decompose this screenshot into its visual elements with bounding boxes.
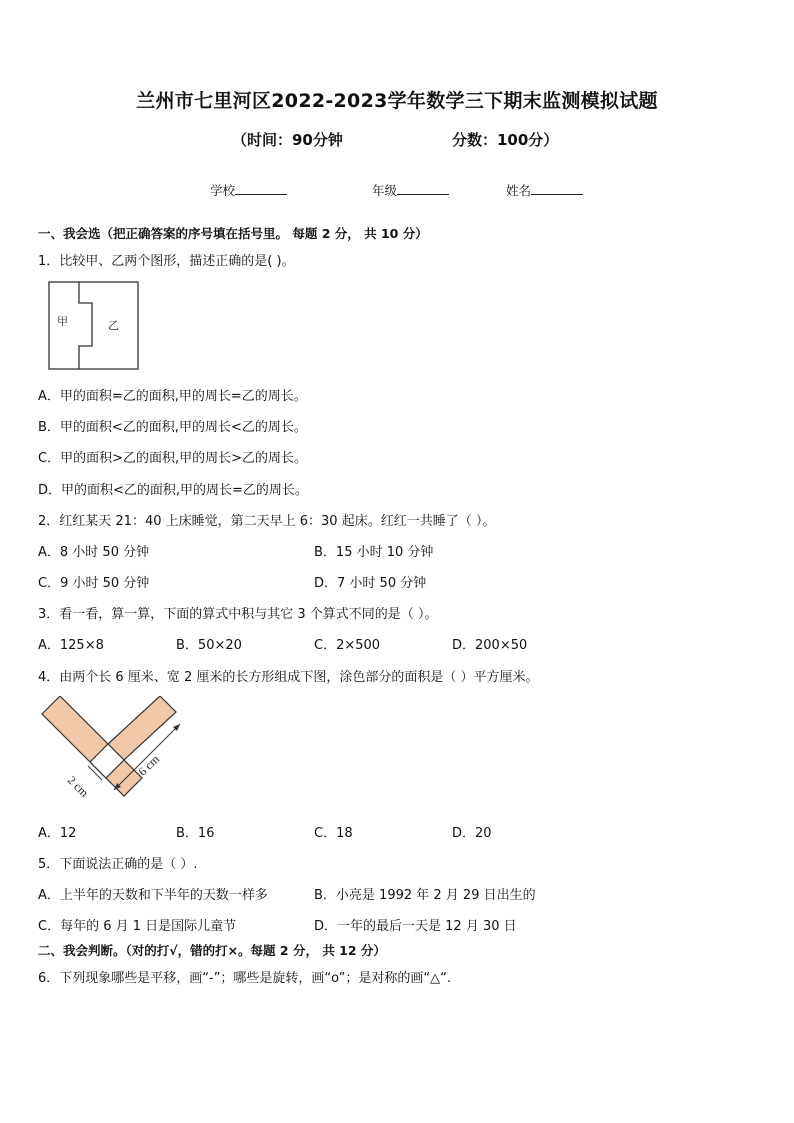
q1-option-b[interactable]: B．甲的面积<乙的面积,甲的周长<乙的周长。 (38, 420, 307, 435)
grade-label: 年级 (372, 183, 398, 198)
q5-stem: 5．下面说法正确的是（ ）. (38, 857, 198, 872)
grade-field (372, 181, 449, 199)
q3-option-c[interactable]: C．2×500 (314, 638, 381, 653)
q1-label-b: 乙 (108, 320, 119, 332)
q3-option-d[interactable]: D．200×50 (452, 638, 528, 653)
q1-figure (48, 281, 140, 371)
section2-heading: 二、我会判断。（对的打√，错的打×。每题 2 分， 共 12 分） (38, 943, 386, 958)
q4-option-b[interactable]: B．16 (176, 826, 215, 841)
section1-heading: 一、我会选（把正确答案的序号填在括号里。 每题 2 分， 共 10 分） (38, 226, 428, 241)
grade-blank (397, 182, 449, 195)
q2-option-d[interactable]: D．7 小时 50 分钟 (314, 576, 427, 591)
q4-option-a[interactable]: A．12 (38, 826, 77, 841)
q5-option-c[interactable]: C．每年的 6 月 1 日是国际儿童节 (38, 919, 237, 934)
q1-option-c[interactable]: C．甲的面积>乙的面积,甲的周长>乙的周长。 (38, 451, 307, 466)
q4-label-2cm: 2 cm (64, 773, 92, 800)
name-field (506, 181, 583, 199)
q2-stem: 2．红红某天 21：40 上床睡觉，第二天早上 6：30 起床。红红一共睡了（ ）。 (38, 514, 496, 529)
q1-stem: 1．比较甲、乙两个图形，描述正确的是( )。 (38, 254, 295, 269)
q1-option-d[interactable]: D．甲的面积<乙的面积,甲的周长=乙的周长。 (38, 483, 308, 498)
q5-option-d[interactable]: D．一年的最后一天是 12 月 30 日 (314, 919, 517, 934)
name-blank (531, 182, 583, 195)
q3-option-a[interactable]: A．125×8 (38, 638, 104, 653)
q1-option-a[interactable]: A．甲的面积=乙的面积,甲的周长=乙的周长。 (38, 389, 307, 404)
q4-stem: 4．由两个长 6 厘米、宽 2 厘米的长方形组成下图，涂色部分的面积是（ ）平方厘米。 (38, 670, 539, 685)
exam-time: （时间：90分钟 (232, 131, 343, 149)
exam-score: 分数：100分） (452, 131, 559, 149)
q1-divider-line (79, 282, 92, 369)
q1-label-a: 甲 (57, 316, 68, 328)
page-title: 兰州市七里河区2022-2023学年数学三下期末监测模拟试题 (136, 90, 658, 112)
school-label: 学校 (210, 183, 236, 198)
q4-option-d[interactable]: D．20 (452, 826, 492, 841)
q2-option-a[interactable]: A．8 小时 50 分钟 (38, 545, 150, 560)
q2-option-c[interactable]: C．9 小时 50 分钟 (38, 576, 150, 591)
q3-stem: 3．看一看，算一算，下面的算式中积与其它 3 个算式不同的是（ ）。 (38, 607, 438, 622)
name-label: 姓名 (506, 183, 532, 198)
q5-option-a[interactable]: A．上半年的天数和下半年的天数一样多 (38, 888, 268, 903)
school-blank (235, 182, 287, 195)
q4-figure (36, 696, 196, 808)
q4-right-rectangle (108, 696, 176, 760)
q3-option-b[interactable]: B．50×20 (176, 638, 242, 653)
q6-stem: 6．下列现象哪些是平移，画“-”；哪些是旋转，画“o”；是对称的画“△“. (38, 971, 451, 986)
q4-option-c[interactable]: C．18 (314, 826, 353, 841)
q5-option-b[interactable]: B．小亮是 1992 年 2 月 29 日出生的 (314, 888, 536, 903)
q2-option-b[interactable]: B．15 小时 10 分钟 (314, 545, 434, 560)
school-field (210, 181, 287, 199)
q4-label-6cm: 6 cm (135, 751, 163, 779)
